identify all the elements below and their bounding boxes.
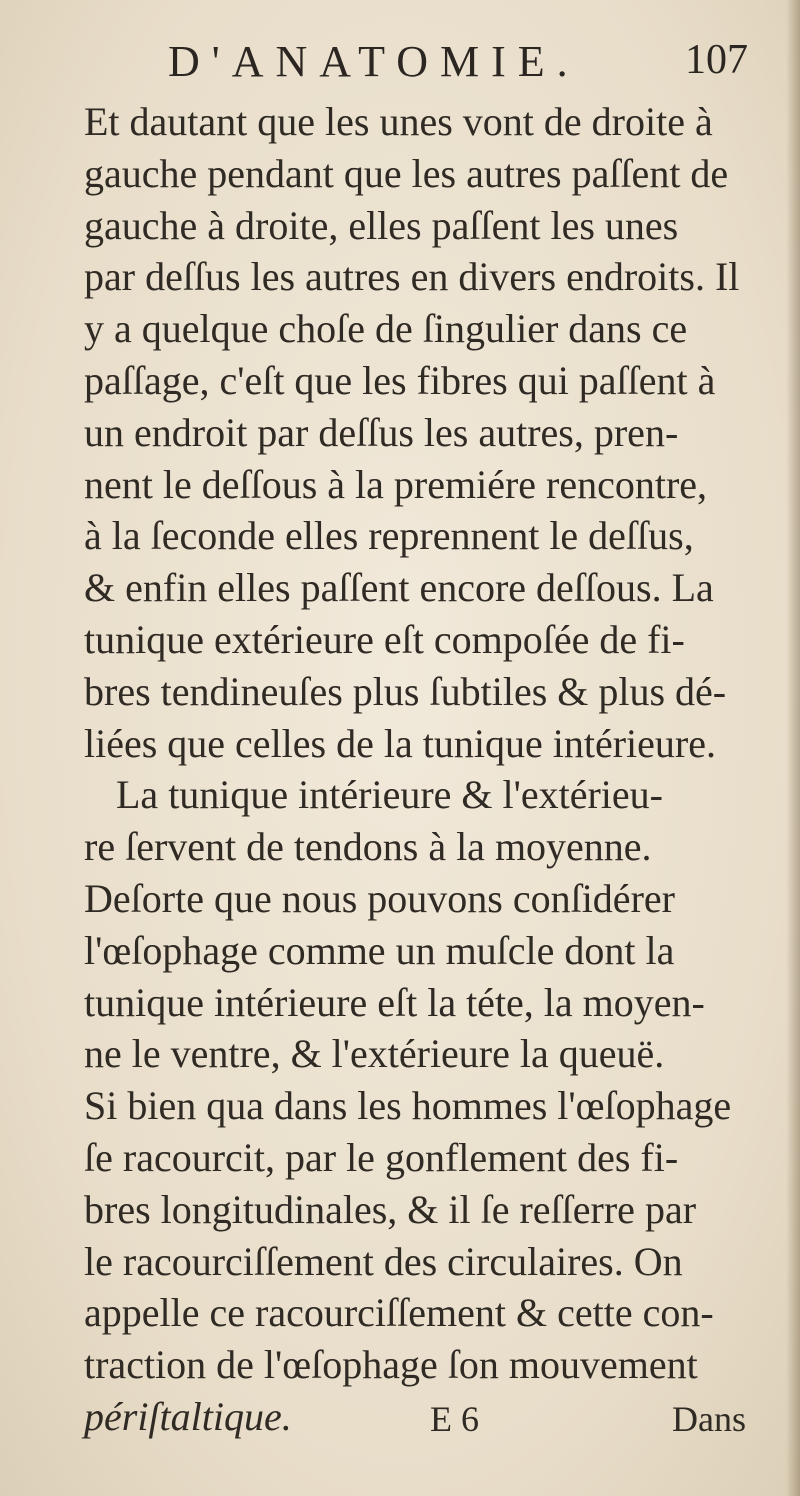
catchword: Dans	[672, 1399, 746, 1439]
text-line: traction de l'œſophage ſon mouvement	[84, 1342, 698, 1388]
body-text	[84, 96, 784, 1443]
text-line: Et dautant que les unes vont de droite à	[84, 99, 713, 144]
text-line: bres longitudinales, & il ſe reſſerre par	[84, 1186, 697, 1232]
running-header	[0, 30, 800, 90]
text-line: & enfin elles paſſent encore deſſous. La	[84, 565, 714, 611]
text-line: tunique extérieure eſt compoſée de fi-	[84, 616, 685, 662]
text-line: gauche à droite, elles paſſent les unes	[84, 202, 679, 248]
page-footer	[0, 1398, 800, 1458]
text-line: ſe racourcit, par le gonflement des fi-	[84, 1134, 679, 1180]
text-line: y a quelque choſe de ſingulier dans ce	[84, 306, 688, 352]
page-edge-shadow	[786, 0, 800, 1496]
text-line: paſſage, c'eſt que les fibres qui paſſent à	[84, 357, 716, 403]
text-line: un endroit par deſſus les autres, pren-	[84, 409, 679, 455]
text-line: Si bien qua dans les hommes l'œſophage	[84, 1083, 732, 1129]
signature-mark: E 6	[430, 1399, 479, 1439]
text-line: bres tendineuſes plus ſubtiles & plus dé-	[84, 668, 727, 714]
text-line: à la ſeconde elles reprennent le deſſus,	[84, 513, 694, 559]
text-line: l'œſophage comme un muſcle dont la	[84, 927, 675, 973]
text-line: tunique intérieure eſt la téte, la moyen-	[84, 979, 705, 1025]
text-line: appelle ce racourciſſement & cette con-	[84, 1290, 714, 1336]
text-line: re ſervent de tendons à la moyenne.	[84, 824, 652, 870]
running-title: D'ANATOMIE.	[168, 37, 580, 86]
text-line: ne le ventre, & l'extérieure la queuë.	[84, 1031, 665, 1077]
text-line: périſtaltique.	[84, 1393, 292, 1439]
text-line: par deſſus les autres en divers endroits. Il	[84, 254, 740, 300]
text-line: La tunique intérieure & l'extérieu-	[116, 772, 663, 818]
text-line: nent le deſſous à la premiére rencontre,	[84, 461, 708, 507]
page-number: 107	[685, 37, 748, 83]
text-line: Deſorte que nous pouvons conſidérer	[84, 875, 675, 921]
text-line: gauche pendant que les autres paſſent de	[84, 150, 729, 196]
text-line: le racourciſſement des circulaires. On	[84, 1238, 683, 1284]
text-line: liées que celles de la tunique intérieure.	[84, 720, 716, 766]
